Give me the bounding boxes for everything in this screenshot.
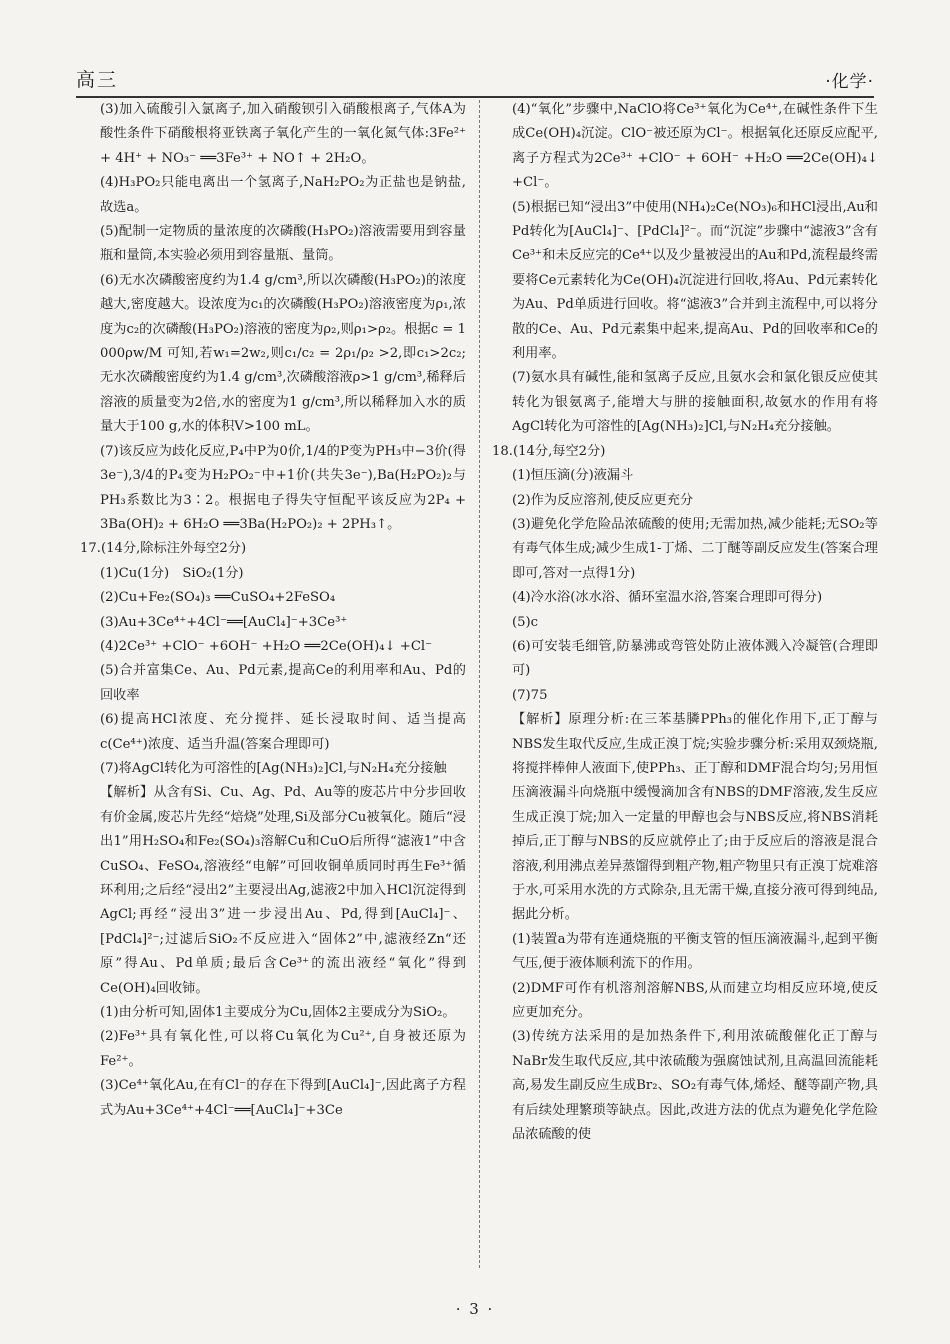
page-number: · 3 ·: [455, 1300, 495, 1318]
answer-paragraph: (1)Cu(1分) SiO₂(1分): [100, 565, 244, 581]
answer-paragraph: (2)Fe³⁺具有氧化性,可以将Cu氧化为Cu²⁺,自身被还原为Fe²⁺。: [100, 1029, 466, 1069]
answer-paragraph: 18.(14分,每空2分): [492, 443, 606, 459]
answer-paragraph: (6)无水次磷酸密度约为1.4 g/cm³,所以次磷酸(H₃PO₂)的浓度越大,密度越大。设浓度为c₁的次磷酸(H₃PO₂)溶液密度为ρ₁,浓度为c₂的次磷酸(H₃PO₂)溶液的密度为ρ₂,则ρ₁>ρ₂。根据c = 1 000ρw/M 可知,若w₁=2w₂,则c₁/c₂ = 2ρ₁/ρ₂ >2,即c₁>2c₂;无水次磷酸密度约为1.4 g/cm³,次磷酸溶液ρ>1 g/cm³,稀释后溶液的质量变为2倍,水的密度为1 g/cm³,所以稀释加入水的质量大于100 g,水的体积V>100 mL。: [100, 272, 466, 435]
column-divider: [479, 100, 480, 1268]
answer-paragraph: (3)Au+3Ce⁴⁺+4Cl⁻══[AuCl₄]⁻+3Ce³⁺: [100, 614, 348, 630]
answer-paragraph: (6)提高HCl浓度、充分搅拌、延长浸取时间、适当提高c(Ce⁴⁺)浓度、适当升温(答案合理即可): [100, 712, 466, 752]
answer-paragraph: (4)“氧化”步骤中,NaClO将Ce³⁺氧化为Ce⁴⁺,在碱性条件下生成Ce(OH)₄沉淀。ClO⁻被还原为Cl⁻。根据氧化还原反应配平,离子方程式为2Ce³⁺ +ClO⁻ + 6OH⁻ +H₂O ══2Ce(OH)₄↓ +Cl⁻。: [512, 102, 878, 191]
answer-paragraph: (4)冷水浴(冰水浴、循环室温水浴,答案合理即可得分): [512, 590, 823, 606]
answer-paragraph: (2)作为反应溶剂,使反应更充分: [512, 492, 694, 508]
answer-paragraph: (5)根据已知“浸出3”中使用(NH₄)₂Ce(NO₃)₆和HCl浸出,Au和Pd转化为[AuCl₄]⁻、[PdCl₄]²⁻。而“沉淀”步骤中“滤液3”含有Ce³⁺和未反应完的Ce⁴⁺以及少量被浸出的Au和Pd,流程最终需要将Ce元素转化为Ce(OH)₄沉淀进行回收,将Au、Pd元素转化为Au、Pd单质进行回收。将“滤液3”合并到主流程中,可以将分散的Ce、Au、Pd元素集中起来,提高Au、Pd的回收率和Ce的利用率。: [512, 199, 878, 362]
answer-paragraph: (4)H₃PO₂只能电离出一个氢离子,NaH₂PO₂为正盐也是钠盐,故选a。: [100, 175, 466, 215]
page-header: [76, 58, 874, 98]
answer-paragraph: (3)Ce⁴⁺氧化Au,在有Cl⁻的存在下得到[AuCl₄]⁻,因此离子方程式为Au+3Ce⁴⁺+4Cl⁻══[AuCl₄]⁻+3Ce: [100, 1078, 466, 1118]
right-column: [492, 98, 878, 1274]
answer-paragraph: 17.(14分,除标注外每空2分): [80, 541, 247, 557]
answer-paragraph: (6)可安装毛细管,防暴沸或弯管处防止液体溅入冷凝管(合理即可): [512, 638, 878, 679]
answer-paragraph: (1)恒压滴(分)液漏斗: [512, 468, 634, 484]
answer-paragraph: (7)该反应为歧化反应,P₄中P为0价,1/4的P变为PH₃中−3价(得3e⁻),3/4的P₄变为H₂PO₂⁻中+1价(共失3e⁻),Ba(H₂PO₂)₂与PH₃系数比为3∶2。根据电子得失守恒配平该反应为2P₄ + 3Ba(OH)₂ + 6H₂O ══3Ba(H₂PO₂)₂ + 2PH₃↑。: [100, 443, 466, 532]
answer-paragraph: (7)氨水具有碱性,能和氢离子反应,且氨水会和氯化银反应使其转化为银氨离子,能增大与肼的接触面积,故氨水的作用有将AgCl转化为可溶性的[Ag(NH₃)₂]Cl,与N₂H₄充分接触。: [512, 370, 878, 435]
answer-paragraph: (3)加入硫酸引入氯离子,加入硝酸钡引入硝酸根离子,气体A为酸性条件下硝酸根将亚铁离子氧化产生的一氧化氮气体:3Fe²⁺ + 4H⁺ + NO₃⁻ ══3Fe³⁺ + NO↑ + 2H₂O。: [100, 102, 466, 166]
left-column: [80, 98, 466, 1274]
answer-paragraph: (1)装置a为带有连通烧瓶的平衡支管的恒压滴液漏斗,起到平衡气压,便于液体顺利流下的作用。: [512, 931, 878, 972]
answer-paragraph: (2)Cu+Fe₂(SO₄)₃ ══CuSO₄+2FeSO₄: [100, 590, 336, 606]
answer-paragraph: (7)将AgCl转化为可溶性的[Ag(NH₃)₂]Cl,与N₂H₄充分接触: [100, 760, 447, 776]
answer-paragraph: (4)2Ce³⁺ +ClO⁻ +6OH⁻ +H₂O ══2Ce(OH)₄↓ +Cl⁻: [100, 638, 433, 654]
grade-label: 高三: [76, 69, 119, 91]
answer-paragraph: 【解析】从含有Si、Cu、Ag、Pd、Au等的废芯片中分步回收有价金属,废芯片先经“焙烧”处理,Si及部分Cu被氧化。随后“浸出1”用H₂SO₄和Fe₂(SO₄)₃溶解Cu和CuO后所得“滤液1”中含CuSO₄、FeSO₄,溶液经“电解”可回收铜单质同时再生Fe³⁺循环利用;之后经“浸出2”主要浸出Ag,滤液2中加入HCl沉淀得到AgCl;再经“浸出3”进一步浸出Au、Pd,得到[AuCl₄]⁻、[PdCl₄]²⁻;过滤后SiO₂不反应进入“固体2”中,滤液经Zn“还原”得Au、Pd单质;最后含Ce³⁺的流出液经“氧化”得到Ce(OH)₄回收铈。: [100, 785, 466, 996]
answer-paragraph: (1)由分析可知,固体1主要成分为Cu,固体2主要成分为SiO₂。: [100, 1005, 456, 1021]
answer-paragraph: (3)避免化学危险品浓硫酸的使用;无需加热,减少能耗;无SO₂等有毒气体生成;减少生成1-丁烯、二丁醚等副反应发生(答案合理即可,答对一点得1分): [512, 516, 878, 581]
answer-paragraph: (5)配制一定物质的量浓度的次磷酸(H₃PO₂)溶液需要用到容量瓶和量筒,本实验必须用到容量瓶、量筒。: [100, 224, 466, 264]
answer-paragraph: (5)c: [512, 614, 539, 630]
answer-paragraph: 【解析】原理分析:在三苯基膦PPh₃的催化作用下,正丁醇与NBS发生取代反应,生成正溴丁烷;实验步骤分析:采用双颈烧瓶,将搅拌棒伸人液面下,使PPh₃、正丁醇和DMF混合均匀;另用恒压滴液漏斗向烧瓶中缓慢滴加含有NBS的DMF溶液,发生反应生成正溴丁烷;加入一定量的甲醇也会与NBS反应,将NBS消耗掉后,正丁醇与NBS的反应就停止了;由于反应后的溶液是混合溶液,利用沸点差异蒸馏得到粗产物,粗产物里只有正溴丁烷难溶于水,可采用水洗的方式除杂,且无需干燥,直接分液可得到纯品,据此分析。: [512, 712, 878, 923]
answer-paragraph: (5)合并富集Ce、Au、Pd元素,提高Ce的利用率和Au、Pd的回收率: [100, 663, 466, 703]
answer-paragraph: (3)传统方法采用的是加热条件下,利用浓硫酸催化正丁醇与NaBr发生取代反应,其中浓硫酸为强腐蚀试剂,且高温回流能耗高,易发生副反应生成Br₂、SO₂有毒气体,烯烃、醚等副产物,具有后续处理繁琐等缺点。因此,改进方法的优点为避免化学危险品浓硫酸的使: [512, 1029, 878, 1143]
answer-paragraph: (2)DMF可作有机溶剂溶解NBS,从而建立均相反应环境,使反应更加充分。: [512, 980, 878, 1021]
subject-label: ·化学·: [825, 72, 874, 92]
answer-paragraph: (7)75: [512, 687, 548, 703]
